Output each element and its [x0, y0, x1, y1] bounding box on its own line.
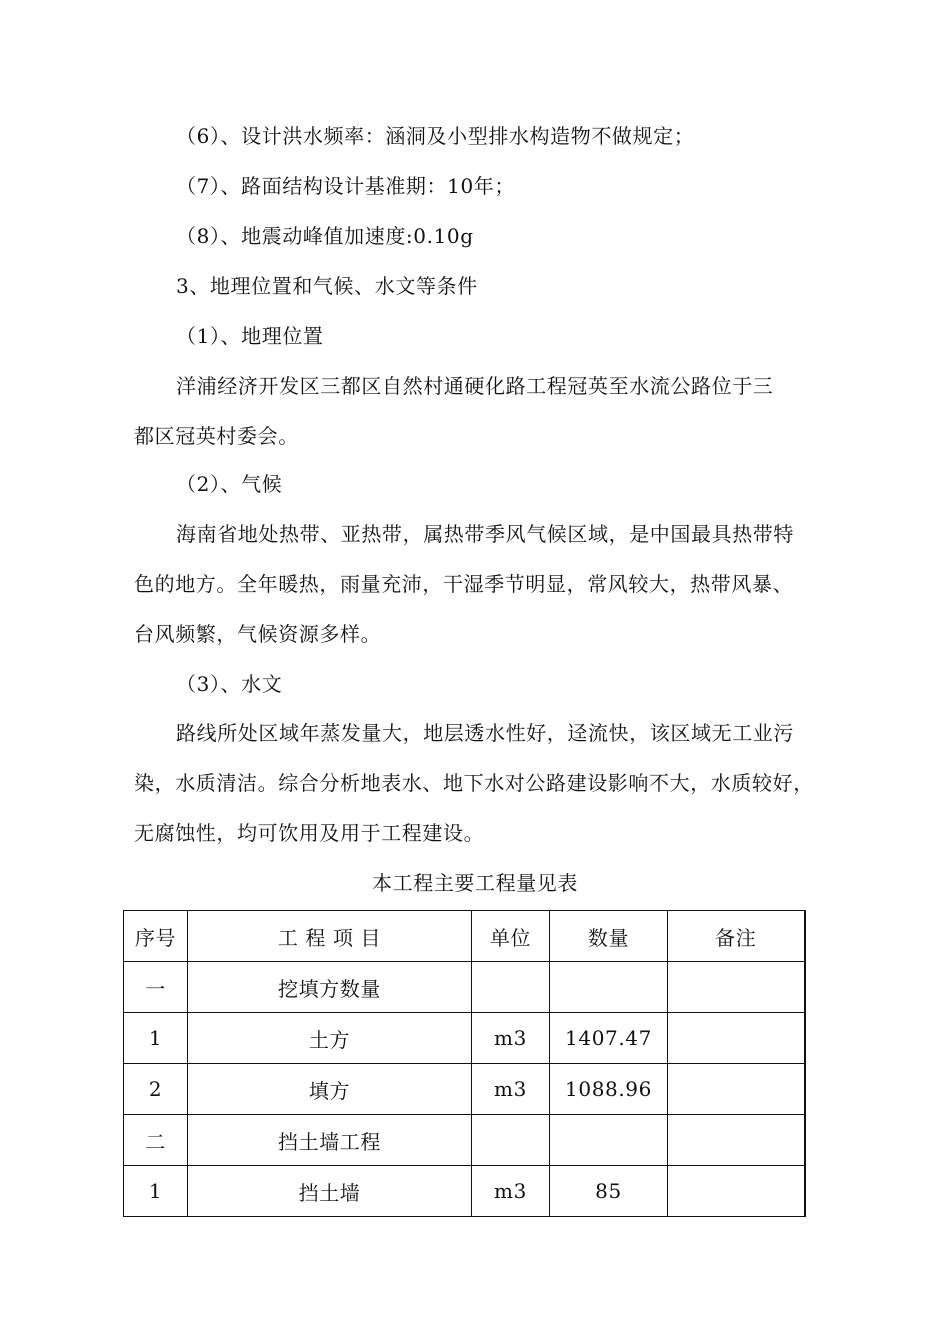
- quantities-table: [123, 910, 806, 1217]
- header-cell-index: 序号: [124, 911, 188, 962]
- cell-unit: m3: [472, 1064, 550, 1115]
- header-cell-unit: 单位: [472, 911, 550, 962]
- paragraph-climate-line-2: 色的地方。全年暖热，雨量充沛，干湿季节明显，常风较大，热带风暴、: [134, 572, 794, 596]
- paragraph-hydrology-line-1: 路线所处区域年蒸发量大，地层透水性好，迳流快，该区域无工业污: [176, 721, 794, 745]
- table-header-row: [124, 911, 805, 962]
- cell-item: 填方: [188, 1064, 472, 1115]
- cell-index: 一: [124, 962, 188, 1013]
- subheading-hydrology: （3）、水文: [176, 672, 283, 696]
- cell-item: 挡土墙: [188, 1166, 472, 1217]
- paragraph-climate-line-1: 海南省地处热带、亚热带，属热带季风气候区域，是中国最具热带特: [176, 522, 794, 546]
- cell-index: 1: [124, 1166, 188, 1217]
- cell-remarks: [668, 962, 805, 1013]
- cell-quantity: [550, 1115, 668, 1166]
- paragraph-flood-frequency: （6）、设计洪水频率：涵洞及小型排水构造物不做规定；: [176, 124, 695, 148]
- cell-remarks: [668, 1013, 805, 1064]
- paragraph-location-line-2: 都区冠英村委会。: [134, 424, 299, 448]
- cell-unit: [472, 1115, 550, 1166]
- cell-item: 挖填方数量: [188, 962, 472, 1013]
- paragraph-seismic-acceleration: （8）、地震动峰值加速度:0.10g: [176, 224, 474, 248]
- cell-index: 2: [124, 1064, 188, 1115]
- paragraph-location-line-1: 洋浦经济开发区三都区自然村通硬化路工程冠英至水流公路位于三: [176, 374, 774, 398]
- table-row: [124, 1166, 805, 1217]
- subheading-location: （1）、地理位置: [176, 324, 324, 348]
- cell-remarks: [668, 1166, 805, 1217]
- header-cell-item: 工 程 项 目: [188, 911, 472, 962]
- section-heading-conditions: 3、地理位置和气候、水文等条件: [176, 274, 478, 298]
- cell-item: 挡土墙工程: [188, 1115, 472, 1166]
- cell-item: 土方: [188, 1013, 472, 1064]
- paragraph-climate-line-3: 台风频繁，气候资源多样。: [134, 622, 382, 646]
- cell-remarks: [668, 1064, 805, 1115]
- table-row: [124, 1064, 805, 1115]
- subheading-climate: （2）、气候: [176, 472, 283, 496]
- cell-quantity: 1088.96: [550, 1064, 668, 1115]
- table-row: [124, 1013, 805, 1064]
- cell-unit: m3: [472, 1013, 550, 1064]
- header-cell-quantity: 数量: [550, 911, 668, 962]
- paragraph-hydrology-line-3: 无腐蚀性，均可饮用及用于工程建设。: [134, 821, 485, 845]
- cell-unit: m3: [472, 1166, 550, 1217]
- header-cell-remarks: 备注: [668, 911, 805, 962]
- cell-quantity: 1407.47: [550, 1013, 668, 1064]
- cell-quantity: [550, 962, 668, 1013]
- cell-index: 二: [124, 1115, 188, 1166]
- paragraph-pavement-period: （7）、路面结构设计基准期：10年；: [176, 174, 515, 198]
- table-title: 本工程主要工程量见表: [372, 871, 578, 895]
- table-row: [124, 962, 805, 1013]
- cell-quantity: 85: [550, 1166, 668, 1217]
- paragraph-hydrology-line-2: 染，水质清洁。综合分析地表水、地下水对公路建设影响不大，水质较好，: [134, 771, 814, 795]
- cell-index: 1: [124, 1013, 188, 1064]
- cell-remarks: [668, 1115, 805, 1166]
- table-row: [124, 1115, 805, 1166]
- cell-unit: [472, 962, 550, 1013]
